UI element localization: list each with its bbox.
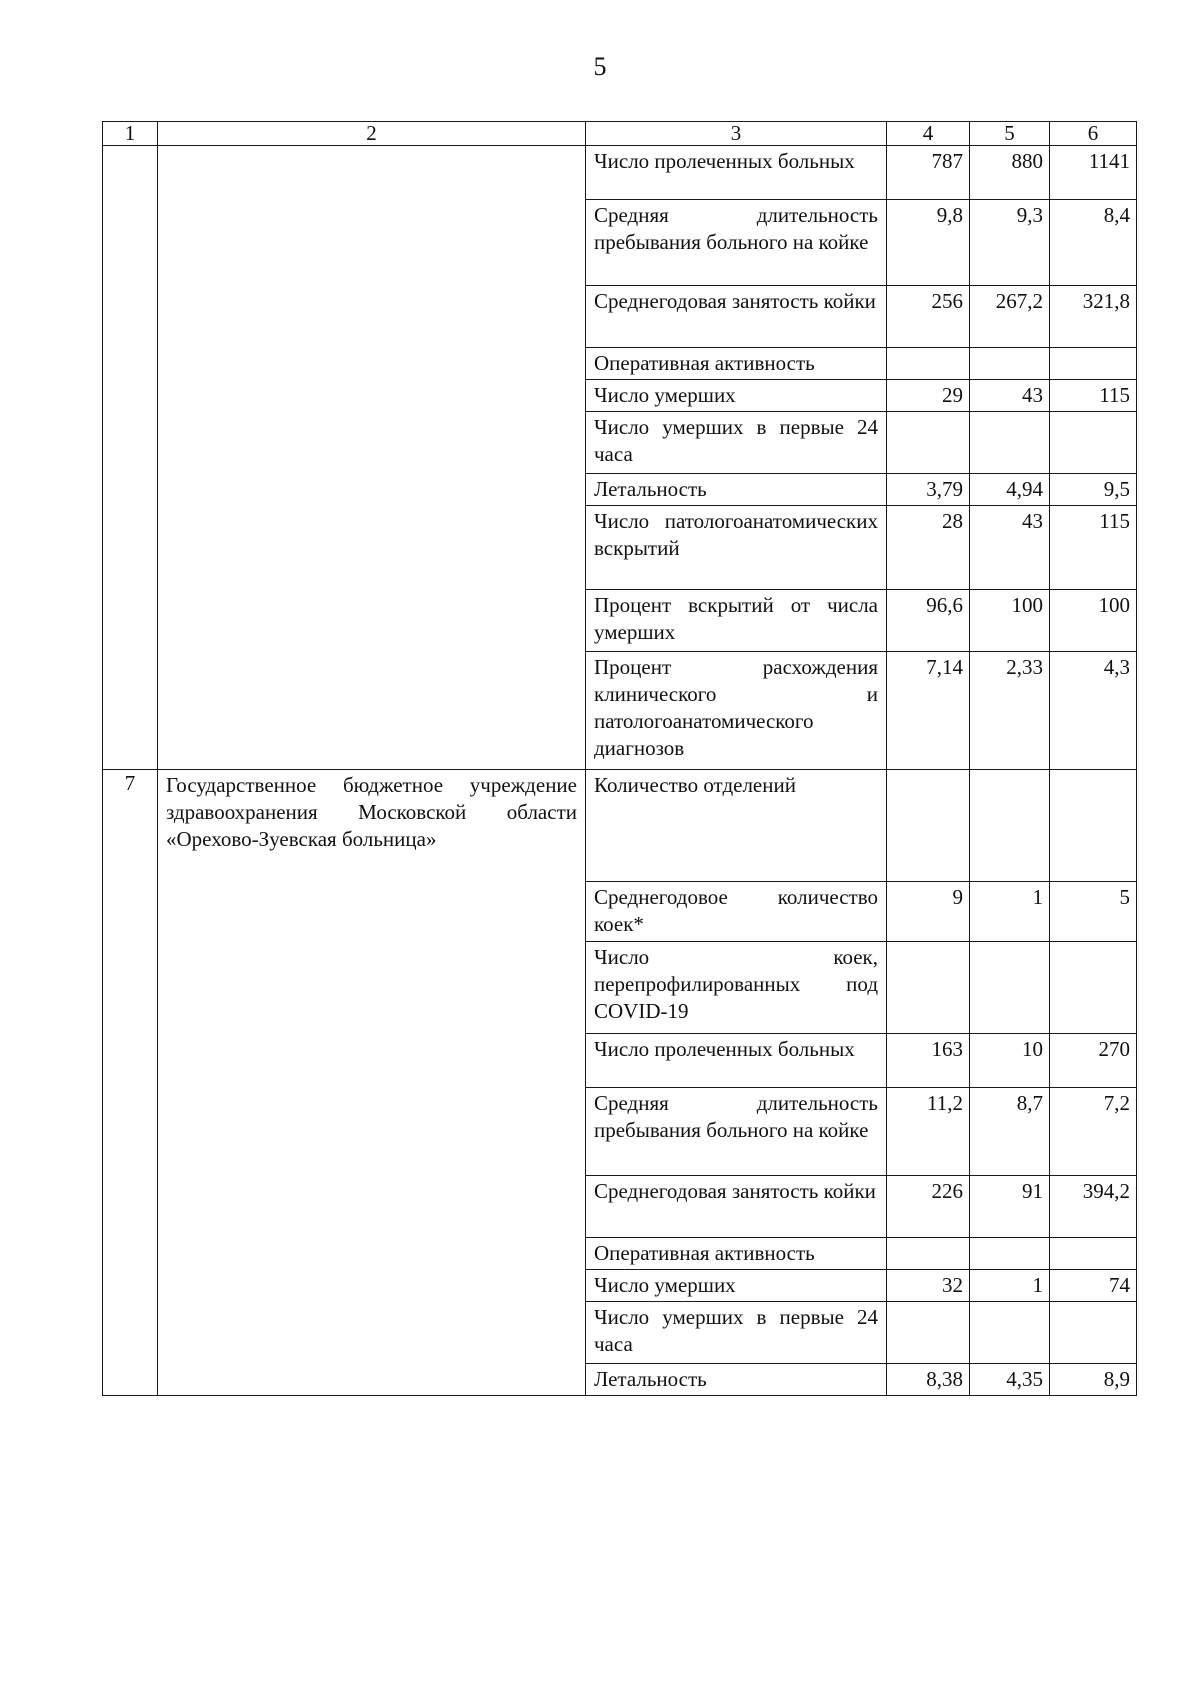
column-number: 4 xyxy=(887,122,970,146)
value-col-5: 880 xyxy=(970,146,1050,200)
value-col-4: 226 xyxy=(887,1176,970,1238)
value-col-5: 43 xyxy=(970,506,1050,590)
value-col-4 xyxy=(887,1238,970,1270)
value-col-6: 9,5 xyxy=(1050,474,1137,506)
value-col-6: 74 xyxy=(1050,1270,1137,1302)
indicator-label: Средняя длительность пребывания больного на койке xyxy=(586,1088,887,1176)
indicator-label: Процент вскрытий от числа умерших xyxy=(586,590,887,652)
indicator-label: Число умерших в первые 24 часа xyxy=(586,1302,887,1364)
value-col-4: 29 xyxy=(887,380,970,412)
column-number: 6 xyxy=(1050,122,1137,146)
value-col-4: 8,38 xyxy=(887,1364,970,1396)
value-col-6: 8,4 xyxy=(1050,200,1137,286)
indicator-label: Число патологоанатомических вскрытий xyxy=(586,506,887,590)
column-number-row xyxy=(103,122,1137,146)
value-col-5 xyxy=(970,942,1050,1034)
value-col-4: 11,2 xyxy=(887,1088,970,1176)
row-index-cell: 7 xyxy=(103,770,158,1396)
value-col-5: 1 xyxy=(970,1270,1050,1302)
indicator-label: Средняя длительность пребывания больного на койке xyxy=(586,200,887,286)
indicator-label: Число умерших xyxy=(586,380,887,412)
indicator-label: Число коек, перепрофилированных под COVID-19 xyxy=(586,942,887,1034)
value-col-6: 8,9 xyxy=(1050,1364,1137,1396)
value-col-5: 1 xyxy=(970,882,1050,942)
value-col-4 xyxy=(887,412,970,474)
value-col-6 xyxy=(1050,1238,1137,1270)
value-col-6: 7,2 xyxy=(1050,1088,1137,1176)
indicator-label: Среднегодовое количество коек* xyxy=(586,882,887,942)
value-col-5: 4,94 xyxy=(970,474,1050,506)
value-col-5 xyxy=(970,1238,1050,1270)
value-col-5: 100 xyxy=(970,590,1050,652)
value-col-5 xyxy=(970,1302,1050,1364)
row-index-cell xyxy=(103,146,158,770)
value-col-4: 787 xyxy=(887,146,970,200)
value-col-6: 270 xyxy=(1050,1034,1137,1088)
value-col-5: 9,3 xyxy=(970,200,1050,286)
page-number: 5 xyxy=(593,52,607,81)
value-col-6 xyxy=(1050,348,1137,380)
value-col-6 xyxy=(1050,1302,1137,1364)
indicator-label: Число умерших в первые 24 часа xyxy=(586,412,887,474)
indicator-label: Число пролеченных больных xyxy=(586,1034,887,1088)
value-col-6 xyxy=(1050,412,1137,474)
value-col-5: 43 xyxy=(970,380,1050,412)
column-number: 2 xyxy=(158,122,586,146)
statistics-table xyxy=(102,121,1137,1396)
indicator-label: Число умерших xyxy=(586,1270,887,1302)
value-col-5: 91 xyxy=(970,1176,1050,1238)
value-col-6: 115 xyxy=(1050,506,1137,590)
value-col-5: 10 xyxy=(970,1034,1050,1088)
value-col-4: 256 xyxy=(887,286,970,348)
value-col-6 xyxy=(1050,942,1137,1034)
indicator-label: Число пролеченных больных xyxy=(586,146,887,200)
table-row xyxy=(103,146,1137,200)
value-col-5: 2,33 xyxy=(970,652,1050,770)
indicator-label: Летальность xyxy=(586,474,887,506)
value-col-4: 32 xyxy=(887,1270,970,1302)
value-col-4: 9,8 xyxy=(887,200,970,286)
value-col-6: 4,3 xyxy=(1050,652,1137,770)
value-col-6: 100 xyxy=(1050,590,1137,652)
value-col-4: 163 xyxy=(887,1034,970,1088)
value-col-5: 4,35 xyxy=(970,1364,1050,1396)
value-col-4: 28 xyxy=(887,506,970,590)
value-col-5 xyxy=(970,770,1050,882)
value-col-5 xyxy=(970,348,1050,380)
value-col-4 xyxy=(887,348,970,380)
column-number: 3 xyxy=(586,122,887,146)
value-col-4: 9 xyxy=(887,882,970,942)
indicator-label: Летальность xyxy=(586,1364,887,1396)
value-col-4 xyxy=(887,942,970,1034)
value-col-6: 394,2 xyxy=(1050,1176,1137,1238)
value-col-4: 96,6 xyxy=(887,590,970,652)
value-col-4: 3,79 xyxy=(887,474,970,506)
value-col-5 xyxy=(970,412,1050,474)
table-row xyxy=(103,770,1137,882)
value-col-6: 321,8 xyxy=(1050,286,1137,348)
value-col-4 xyxy=(887,1302,970,1364)
value-col-6: 5 xyxy=(1050,882,1137,942)
value-col-6 xyxy=(1050,770,1137,882)
indicator-label: Процент расхождения клинического и патологоанатомического диагнозов xyxy=(586,652,887,770)
organization-cell: Государственное бюджетное учреждение здравоохранения Московской области «Орехово-Зуевская больница» xyxy=(158,770,586,1396)
indicator-label: Оперативная активность xyxy=(586,348,887,380)
value-col-5: 8,7 xyxy=(970,1088,1050,1176)
value-col-5: 267,2 xyxy=(970,286,1050,348)
value-col-6: 1141 xyxy=(1050,146,1137,200)
indicator-label: Среднегодовая занятость койки xyxy=(586,1176,887,1238)
indicator-label: Количество отделений xyxy=(586,770,887,882)
column-number: 5 xyxy=(970,122,1050,146)
value-col-4 xyxy=(887,770,970,882)
indicator-label: Среднегодовая занятость койки xyxy=(586,286,887,348)
value-col-4: 7,14 xyxy=(887,652,970,770)
value-col-6: 115 xyxy=(1050,380,1137,412)
indicator-label: Оперативная активность xyxy=(586,1238,887,1270)
organization-cell xyxy=(158,146,586,770)
column-number: 1 xyxy=(103,122,158,146)
